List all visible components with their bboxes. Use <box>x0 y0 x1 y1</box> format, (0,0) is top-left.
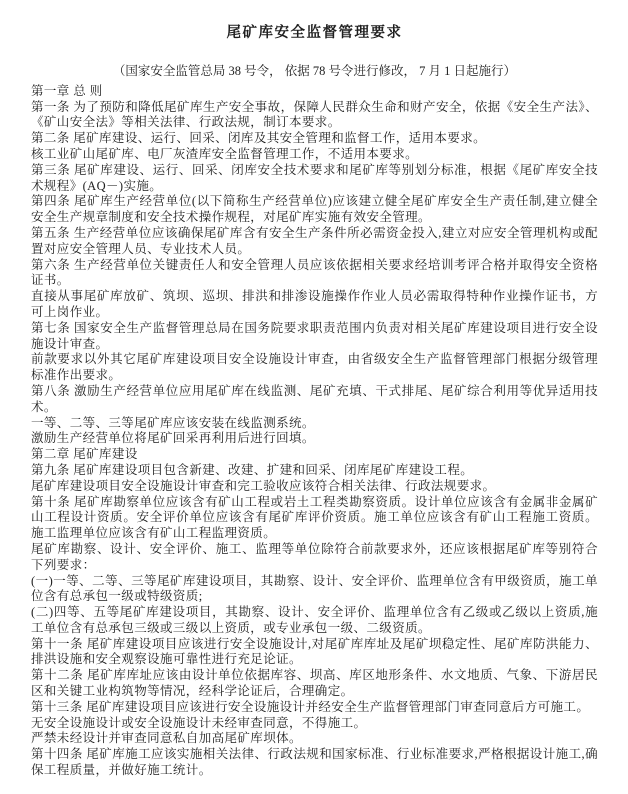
paragraph: (二)四等、五等尾矿库建设项目，其勘察、设计、安全评价、监理单位含有乙级或乙级以上资质,施工单位含有总承包三级或三级以上资质，或专业承包一级、二级资质。 <box>31 605 598 635</box>
paragraph: 尾矿库建设项目安全设施设计审查和完工验收应该符合相关法律、行政法规要求。 <box>31 478 496 493</box>
paragraph: 第五条 生产经营单位应该确保尾矿库含有安全生产条件所必需资金投入,建立对应安全管理机构或配置对应安全管理人员、专业技术人员。 <box>31 225 598 256</box>
paragraph: (一)一等、二等、三等尾矿库建设项目，其勘察、设计、安全评价、监理单位含有甲级资质，施工单位含有总承包一级或特级资质; <box>31 573 598 604</box>
paragraph: 第八条 激励生产经营单位应用尾矿库在线监测、尾矿充填、干式排尾、尾矿综合利用等优异适用技术。 <box>31 383 598 414</box>
paragraph: 第三条 尾矿库建设、运行、回采、闭库安全技术要求和尾矿库等别划分标准，根据《尾矿库安全技术规程》(AQ－)实施。 <box>31 162 598 193</box>
paragraph: 核工业矿山尾矿库、电厂灰渣库安全监督管理工作，不适用本要求。 <box>31 146 419 161</box>
paragraph: 第九条 尾矿库建设项目包含新建、改建、扩建和回采、闭库尾矿库建设工程。 <box>31 462 474 477</box>
document-subtitle: （国家安全监管总局 38 号令， 依据 78 号令进行修改， 7 月 1 日起施行） <box>112 64 517 78</box>
paragraph: 尾矿库勘察、设计、安全评价、施工、监理等单位除符合前款要求外，还应该根据尾矿库等别符合下列要求： <box>31 541 598 572</box>
paragraph: 第二条 尾矿库建设、运行、回采、闭库及其安全管理和监督工作，适用本要求。 <box>31 131 487 146</box>
paragraph: 第十三条 尾矿库建设项目应该进行安全设施设计并经安全生产监督管理部门审查同意后方可施工。 <box>31 699 590 714</box>
paragraph: 严禁未经设计并审查同意私自加高尾矿库坝体。 <box>31 731 302 746</box>
paragraph: 第一条 为了预防和降低尾矿库生产安全事故，保障人民群众生命和财产安全，依据《安全生产法》、《矿山安全法》等相关法律、行政法规，制订本要求。 <box>31 99 598 130</box>
paragraph: 第十二条 尾矿库库址应该由设计单位依据库容、坝高、库区地形条件、水文地质、气象、下游居民区和关键工业构筑物等情况，经科学论证后，合理确定。 <box>31 668 598 699</box>
paragraph: 第六条 生产经营单位关键责任人和安全管理人员应该依据相关要求经培训考评合格并取得安全资格证书。 <box>31 257 598 288</box>
document-body <box>31 84 598 779</box>
chapter-heading: 第一章 总 则 <box>31 83 103 98</box>
paragraph: 第十一条 尾矿库建设项目应该进行安全设施设计,对尾矿库库址及尾矿坝稳定性、尾矿库防洪能力、排洪设施和安全观察设施可靠性进行充足论证。 <box>31 636 598 667</box>
paragraph: 直接从事尾矿库放矿、筑坝、巡坝、排洪和排渗设施操作作业人员必需取得特种作业操作证书，方可上岗作业。 <box>31 289 598 319</box>
paragraph: 第十条 尾矿库勘察单位应该含有矿山工程或岩土工程类勘察资质。设计单位应该含有金属非金属矿山工程设计资质。安全评价单位应该含有尾矿库评价资质。施工单位应该含有矿山工程施工资质。施工监理单位应该含有矿山工程监理资质。 <box>31 494 598 541</box>
paragraph: 第七条 国家安全生产监督管理总局在国务院要求职责范围内负责对相关尾矿库建设项目进行安全设施设计审查。 <box>31 320 598 351</box>
paragraph: 激励生产经营单位将尾矿回采再利用后进行回填。 <box>31 431 315 446</box>
paragraph: 前款要求以外其它尾矿库建设项目安全设施设计审查，由省级安全生产监督管理部门根据分级管理标准作出要求。 <box>31 352 598 383</box>
document-title: 尾矿库安全监督管理要求 <box>226 25 403 41</box>
paragraph: 一等、二等、三等尾矿库应该安装在线监测系统。 <box>31 415 315 430</box>
paragraph: 无安全设施设计或安全设施设计未经审查同意，不得施工。 <box>31 715 367 730</box>
chapter-heading: 第二章 尾矿库建设 <box>31 447 138 462</box>
paragraph: 第十四条 尾矿库施工应该实施相关法律、行政法规和国家标准、行业标准要求,严格根据设计施工,确保工程质量，并做好施工统计。 <box>31 747 598 778</box>
paragraph: 第四条 尾矿库生产经营单位(以下简称生产经营单位)应该建立健全尾矿库安全生产责任制,建立健全安全生产规章制度和安全技术操作规程，对尾矿库实施有效安全管理。 <box>31 194 598 225</box>
